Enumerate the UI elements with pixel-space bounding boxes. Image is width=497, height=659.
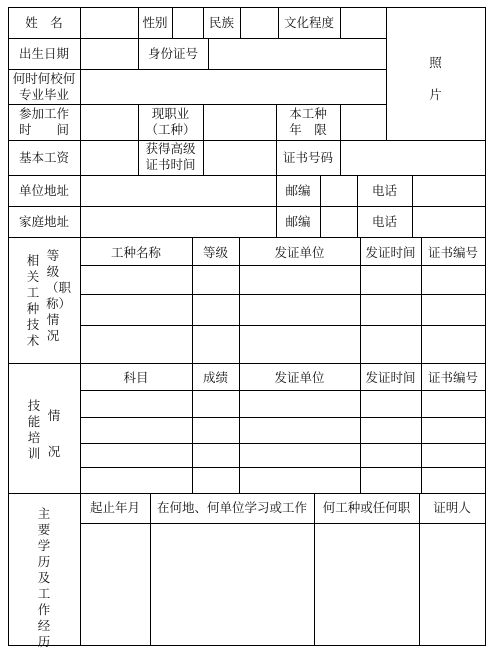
grade-header-grade: 等级 <box>202 245 228 260</box>
grade-section-label-2: 等级（职称）情况 <box>46 248 72 343</box>
rule-v <box>80 175 81 237</box>
rule-v <box>80 104 81 175</box>
experience-header-position: 何工种或任何职 <box>322 500 411 515</box>
label-birth-date: 出生日期 <box>18 46 69 61</box>
grade-header-issue-date: 发证时间 <box>365 245 416 260</box>
label-work-start: 参加工作 时 间 <box>18 106 69 137</box>
rule-v <box>412 175 413 237</box>
rule-v <box>203 104 204 175</box>
label-work-address: 单位地址 <box>18 183 69 198</box>
label-postcode: 邮编 <box>285 183 311 198</box>
rule-h <box>80 390 486 391</box>
rule-v <box>314 493 315 646</box>
label-cert-number: 证书号码 <box>282 150 333 165</box>
experience-header-period: 起止年月 <box>89 500 140 515</box>
rule-h <box>80 417 486 418</box>
training-header-score: 成绩 <box>202 370 228 385</box>
rule-h <box>8 363 486 364</box>
label-photo: 照 片 <box>429 55 442 102</box>
grade-section-label: 相关工种技术 <box>26 253 40 348</box>
label-id-number: 身份证号 <box>147 46 198 61</box>
border-right <box>485 7 486 646</box>
label-cert-date: 获得高级 证书时间 <box>145 141 196 172</box>
label-name: 姓 名 <box>25 15 63 30</box>
label-phone: 电话 <box>371 183 397 198</box>
experience-section-label: 主要学历及工作经历 <box>37 506 51 649</box>
training-section-label: 技能培训 <box>27 398 41 461</box>
label-postcode: 邮编 <box>285 214 311 229</box>
experience-header-witness: 证明人 <box>433 500 471 515</box>
label-phone: 电话 <box>371 214 397 229</box>
label-current-job: 现职业 （工种） <box>145 106 196 137</box>
rule-v <box>172 7 173 38</box>
rule-h <box>8 69 386 70</box>
label-graduated-from: 何时何校何 专业毕业 <box>12 71 76 102</box>
rule-v <box>419 493 420 646</box>
training-header-issue-date: 发证时间 <box>365 370 416 385</box>
training-section-label-2: 情况 <box>47 408 61 459</box>
grade-header-issuer: 发证单位 <box>274 245 325 260</box>
rule-h <box>8 493 486 494</box>
grade-header-cert-number: 证书编号 <box>427 245 478 260</box>
rule-h <box>80 325 486 326</box>
rule-v <box>80 7 81 38</box>
label-base-salary: 基本工资 <box>18 150 69 165</box>
rule-h <box>80 467 486 468</box>
rule-v <box>208 38 209 69</box>
rule-v <box>240 7 241 38</box>
rule-v <box>80 237 81 646</box>
rule-v <box>340 7 341 38</box>
experience-header-place: 在何地、何单位学习或工作 <box>156 500 307 515</box>
rule-h <box>8 104 386 105</box>
grade-header-job-name: 工种名称 <box>110 245 161 260</box>
training-header-subject: 科目 <box>123 370 149 385</box>
label-gender: 性别 <box>142 15 168 30</box>
training-header-cert-number: 证书编号 <box>427 370 478 385</box>
rule-h <box>80 265 486 266</box>
label-job-years: 本工种 年 限 <box>289 106 327 137</box>
rule-h <box>80 523 486 524</box>
label-education-level: 文化程度 <box>283 15 334 30</box>
rule-v <box>80 69 81 104</box>
label-ethnicity: 民族 <box>208 15 234 30</box>
rule-v <box>340 104 341 175</box>
rule-v <box>150 493 151 646</box>
rule-h <box>80 443 486 444</box>
training-header-issuer: 发证单位 <box>274 370 325 385</box>
rule-v <box>80 38 81 69</box>
rule-v <box>320 175 321 237</box>
rule-h <box>8 38 386 39</box>
label-home-address: 家庭地址 <box>18 214 69 229</box>
rule-h <box>80 294 486 295</box>
